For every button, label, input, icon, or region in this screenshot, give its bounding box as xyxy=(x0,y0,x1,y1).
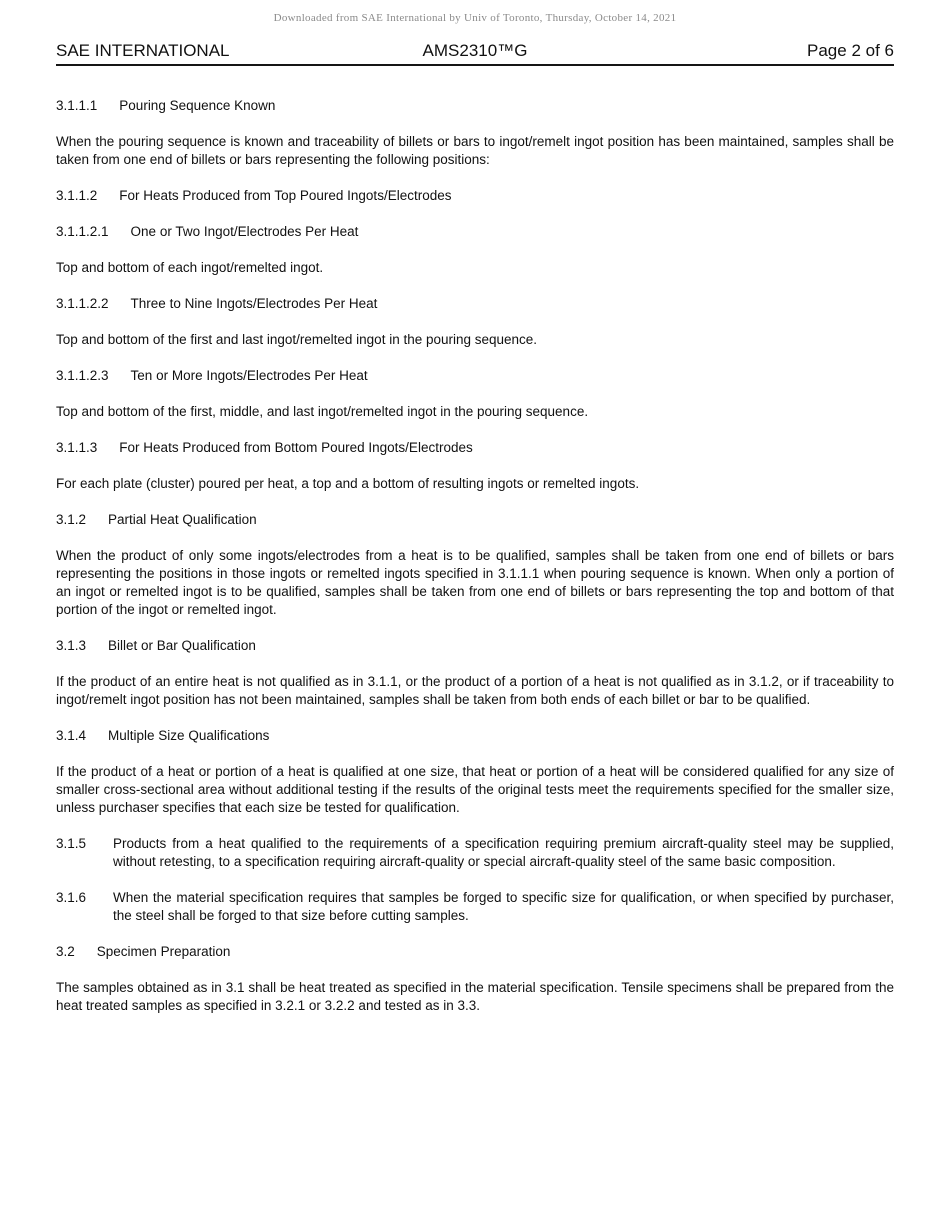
section-title: For Heats Produced from Bottom Poured Ingots/Electrodes xyxy=(119,440,473,455)
section-title: Pouring Sequence Known xyxy=(119,98,276,113)
section-title: For Heats Produced from Top Poured Ingots/Electrodes xyxy=(119,188,452,203)
section-number: 3.1.1.2.1 xyxy=(56,224,109,239)
header-publisher: SAE INTERNATIONAL xyxy=(56,41,230,60)
paragraph: When the material specification requires that samples be forged to specific size for qualification, or when specified by purchaser, the steel shall be forged to that size before cutting samples. xyxy=(113,890,894,923)
section-heading-314 xyxy=(56,727,894,745)
section-number: 3.1.4 xyxy=(56,728,87,743)
section-title: One or Two Ingot/Electrodes Per Heat xyxy=(130,224,359,239)
document-body xyxy=(56,97,894,1015)
paragraph: The samples obtained as in 3.1 shall be heat treated as specified in the material specification. Tensile specimens shall be prepared from the heat treated samples as specified in 3.2.1 or 3.2.2 and tested as in 3.3. xyxy=(56,980,894,1013)
paragraph: When the product of only some ingots/electrodes from a heat is to be qualified, samples shall be taken from one end of billets or bars representing the positions in those ingots or remelted ingots specified in 3.1.1.1 when pouring sequence is known. When only a portion of an ingot or remelted ingot is to be qualified, samples shall be taken from one end of billets or bars representing the top and bottom of that portion of the ingot or remelted ingot. xyxy=(56,548,894,617)
section-title: Partial Heat Qualification xyxy=(108,512,257,527)
section-number: 3.1.1.1 xyxy=(56,98,98,113)
paragraph: If the product of an entire heat is not qualified as in 3.1.1, or the product of a portion of a heat is not qualified as in 3.1.2, or if traceability to ingot/remelt ingot position has not been maintained, samples shall be taken from both ends of each billet or bar to be qualified. xyxy=(56,674,894,707)
section-number: 3.1.1.2.3 xyxy=(56,368,109,383)
download-watermark: Downloaded from SAE International by Univ of Toronto, Thursday, October 14, 2021 xyxy=(273,12,677,24)
section-title: Specimen Preparation xyxy=(96,944,231,959)
section-heading-31123 xyxy=(56,367,894,385)
page-header xyxy=(56,41,894,66)
section-title: Multiple Size Qualifications xyxy=(108,728,270,743)
header-page-number: Page 2 of 6 xyxy=(807,41,894,60)
section-heading-3111 xyxy=(56,97,894,115)
paragraph: Products from a heat qualified to the requirements of a specification requiring premium aircraft-quality steel may be supplied, without retesting, to a specification requiring aircraft-quality or special aircraft-quality steel of the same basic composition. xyxy=(113,836,894,869)
section-number: 3.1.6 xyxy=(56,890,87,905)
section-number: 3.1.3 xyxy=(56,638,87,653)
paragraph: For each plate (cluster) poured per heat, a top and a bottom of resulting ingots or remelted ingots. xyxy=(56,476,640,491)
section-number: 3.1.2 xyxy=(56,512,87,527)
section-heading-3113 xyxy=(56,439,894,457)
section-number: 3.1.1.2 xyxy=(56,188,98,203)
section-title: Ten or More Ingots/Electrodes Per Heat xyxy=(130,368,368,383)
paragraph: Top and bottom of the first, middle, and last ingot/remelted ingot in the pouring sequence. xyxy=(56,404,589,419)
section-heading-31122 xyxy=(56,295,894,313)
numbered-paragraph-316 xyxy=(56,889,894,925)
paragraph: Top and bottom of each ingot/remelted ingot. xyxy=(56,260,324,275)
section-heading-313 xyxy=(56,637,894,655)
section-heading-32 xyxy=(56,943,894,961)
section-heading-312 xyxy=(56,511,894,529)
section-heading-3112 xyxy=(56,187,894,205)
section-heading-31121 xyxy=(56,223,894,241)
paragraph: Top and bottom of the first and last ingot/remelted ingot in the pouring sequence. xyxy=(56,332,538,347)
numbered-paragraph-315 xyxy=(56,835,894,871)
section-number: 3.2 xyxy=(56,944,75,959)
paragraph: When the pouring sequence is known and traceability of billets or bars to ingot/remelt ingot position has been maintained, samples shall be taken from one end of billets or bars representing the following positions: xyxy=(56,134,894,167)
section-number: 3.1.1.3 xyxy=(56,440,98,455)
header-document-number: AMS2310™G xyxy=(422,41,528,60)
section-number: 3.1.1.2.2 xyxy=(56,296,109,311)
section-number: 3.1.5 xyxy=(56,836,87,851)
section-title: Three to Nine Ingots/Electrodes Per Heat xyxy=(130,296,378,311)
section-title: Billet or Bar Qualification xyxy=(108,638,256,653)
paragraph: If the product of a heat or portion of a heat is qualified at one size, that heat or portion of a heat will be considered qualified for any size of smaller cross-sectional area without additional testing if the results of the original tests meet the requirements specified for the smaller size, unless purchaser specifies that each size be tested for qualification. xyxy=(56,764,894,815)
